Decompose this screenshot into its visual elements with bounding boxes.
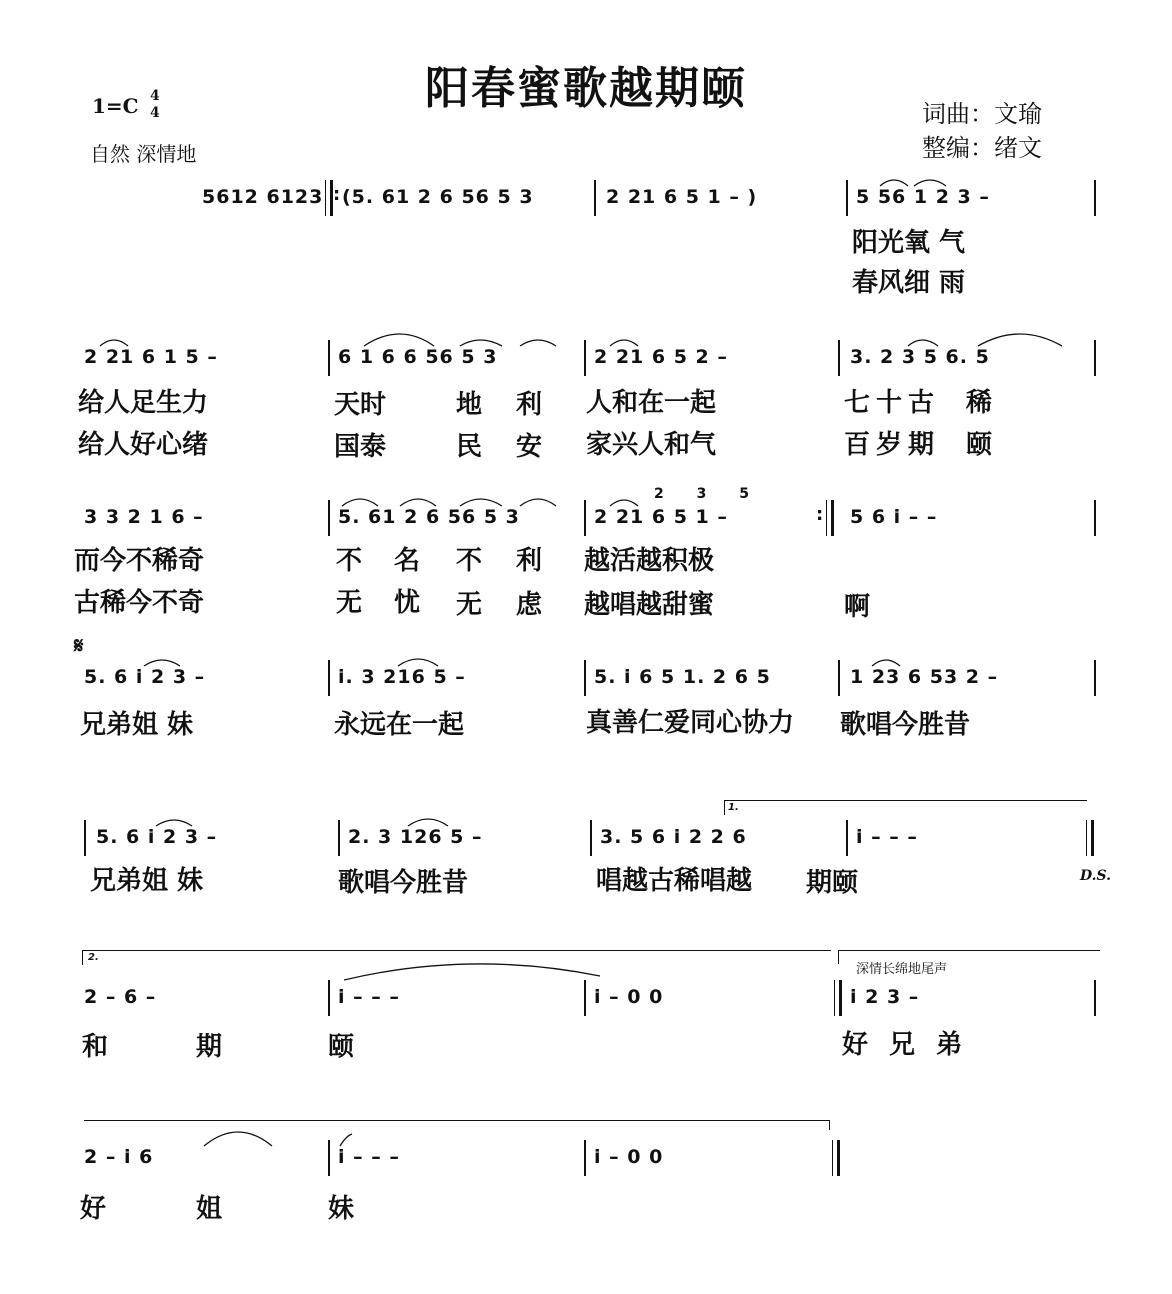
final-barline [1086,820,1094,856]
lyric: 好 兄 弟 [842,1030,969,1060]
lyric-verse-2: 无 [336,588,363,618]
measure-6-4: i 2 3 – [850,986,920,1008]
measure-7-1: 2 – i 6 [84,1146,154,1168]
lyric-verse-1: 名 [394,546,421,576]
meter-top: 4 [150,88,160,104]
lyric-verse-2: 安 [516,432,543,462]
measure-3-1: 3 3 2 1 6 – [84,506,204,528]
lyric: 真善仁爱同心协力 [586,708,795,738]
lyric-verse-1: 越活越积极 [584,546,715,576]
lyric-verse-2: 越唱越甜蜜 [584,590,715,620]
first-ending-bracket [724,800,1087,815]
repeat-dots: : [816,504,825,525]
measure-4-3: 5. i 6 5 1. 2 6 5 [594,666,771,688]
barline [328,660,330,696]
barline [1094,660,1096,696]
slur [460,499,502,506]
song-title: 阳春蜜歌越期颐 [425,63,747,114]
lyric-verse-1: 天时 [334,390,387,420]
segno-icon: 𝄋 [74,634,84,659]
intro-notes: 5612 6123 [202,186,324,208]
lyric: 歌唱今胜昔 [338,868,469,898]
coda-bracket-hook [838,950,839,964]
lyric-verse-2: 给人好心绪 [78,430,209,460]
lyric-verse-2: 百岁期 [844,430,941,460]
slur [364,334,434,346]
barline [1094,180,1096,216]
lyric-verse-2: 春风细 雨 [852,268,966,298]
second-ending-bracket [82,950,831,965]
coda-bracket-end [829,1120,830,1130]
measure-3-4: 5 6 i – – [850,506,938,528]
lyric-verse-2: 无 [456,590,483,620]
first-ending-number: 1. [728,802,739,813]
key-signature: 1=C [92,94,139,118]
measure-6-1: 2 – 6 – [84,986,157,1008]
lyric-verse-2: 国泰 [334,432,387,462]
lyric-verse-2: 虑 [516,590,543,620]
lyric-verse-1: 七十古 [844,388,941,418]
barline [1094,340,1096,376]
measure-2-1: 2 21 6 1 5 – [84,346,218,368]
barline [338,820,340,856]
lyric-verse-1: 稀 [966,388,993,418]
barline [1094,980,1096,1016]
lyric: 兄弟姐 妹 [90,866,204,896]
lyric-verse-2: 忧 [394,588,421,618]
barline [584,660,586,696]
barline [84,820,86,856]
barline [838,340,840,376]
measure-2-4: 3. 2 3 5 6. 5 [850,346,990,368]
upper-notes: 2 3 5 [654,486,763,502]
measure-7-3: i – 0 0 [594,1146,664,1168]
barline [584,500,586,536]
slur [342,499,378,506]
measure-2-3: 2 21 6 5 2 – [594,346,728,368]
time-signature [150,88,160,122]
measure-5-4: i – – – [856,826,918,848]
barline [584,980,586,1016]
lyric-verse-1: 利 [516,546,543,576]
repeat-end-barline [826,500,834,536]
measure-4-2: i. 3 216 5 – [338,666,466,688]
meter-bottom: 4 [150,105,160,121]
tempo-marking: 自然 深情地 [90,142,197,166]
lyric: 妹 [328,1194,355,1224]
lyric-verse-2: 古稀今不奇 [74,588,205,618]
barline [846,180,848,216]
lyricist-composer: 词曲：文瑜 [922,100,1042,128]
measure-4-4: 1 23 6 53 2 – [850,666,999,688]
measure-1-3: 2 21 6 5 1 – ) [606,186,758,208]
repeat-dots: : [333,184,342,205]
end-barline [832,1140,840,1176]
lyric: 和 [82,1032,109,1062]
second-ending-number: 2. [88,952,99,963]
measure-3-3: 2 21 6 5 1 – [594,506,728,528]
lyric-verse-1: 不 [336,546,363,576]
slur [204,1132,272,1146]
barline [1094,500,1096,536]
lyric: 颐 [328,1032,355,1062]
slur [520,340,556,346]
measure-3-2: 5. 61 2 6 56 5 3 [338,506,520,528]
lyric: 好 [80,1194,107,1224]
lyric: 兄弟姐 妹 [80,710,194,740]
lyric: 期颐 [806,868,859,898]
barline [328,980,330,1016]
measure-5-3: 3. 5 6 i 2 2 6 [600,826,747,848]
lyric-verse-1: 不 [456,546,483,576]
slur [398,659,438,666]
lyric-verse-1: 而今不稀奇 [74,546,205,576]
barline [328,500,330,536]
lyric: 期 [196,1032,223,1062]
lyric: 歌唱今胜昔 [840,710,971,740]
coda-bracket-line [84,1120,830,1121]
slur [520,499,556,506]
barline [584,340,586,376]
barline [584,1140,586,1176]
barline [328,1140,330,1176]
lyric-verse-1: 给人足生力 [78,388,209,418]
repeat-start-barline [325,180,333,216]
dal-segno-marking: D.S. [1080,868,1112,884]
slur [400,499,436,506]
coda-label: 深情长绵地尾声 [856,962,948,977]
arranger: 整编：绪文 [922,134,1042,162]
measure-1-2: (5. 61 2 6 56 5 3 [342,186,534,208]
lyric-verse-2: 啊 [844,592,871,622]
tie-start [340,1134,352,1146]
lyric-verse-2: 民 [456,432,483,462]
slur [408,819,448,826]
measure-4-1: 5. 6 i 2 3 – [84,666,206,688]
barline [594,180,596,216]
barline [590,820,592,856]
lyric-verse-2: 家兴人和气 [586,430,717,460]
barline [328,340,330,376]
lyric: 姐 [196,1194,223,1224]
coda-bracket [838,950,1100,951]
lyric: 永远在一起 [334,710,465,740]
measure-6-2: i – – – [338,986,400,1008]
slur [978,334,1062,346]
lyric-verse-2: 颐 [966,430,993,460]
measure-5-2: 2. 3 126 5 – [348,826,483,848]
measure-7-2: i – – – [338,1146,400,1168]
lyric-verse-1: 阳光氧 气 [852,228,966,258]
lyric-verse-1: 利 [516,390,543,420]
measure-1-4: 5 56 1 2 3 – [856,186,990,208]
tie [344,964,600,980]
barline [838,660,840,696]
lyric-verse-1: 地 [456,390,483,420]
measure-6-3: i – 0 0 [594,986,664,1008]
lyric: 唱越古稀唱越 [596,866,753,896]
measure-2-2: 6 1 6 6 56 5 3 [338,346,498,368]
barline [846,820,848,856]
lyric-verse-1: 人和在一起 [586,388,717,418]
measure-5-1: 5. 6 i 2 3 – [96,826,218,848]
double-barline [834,980,842,1016]
